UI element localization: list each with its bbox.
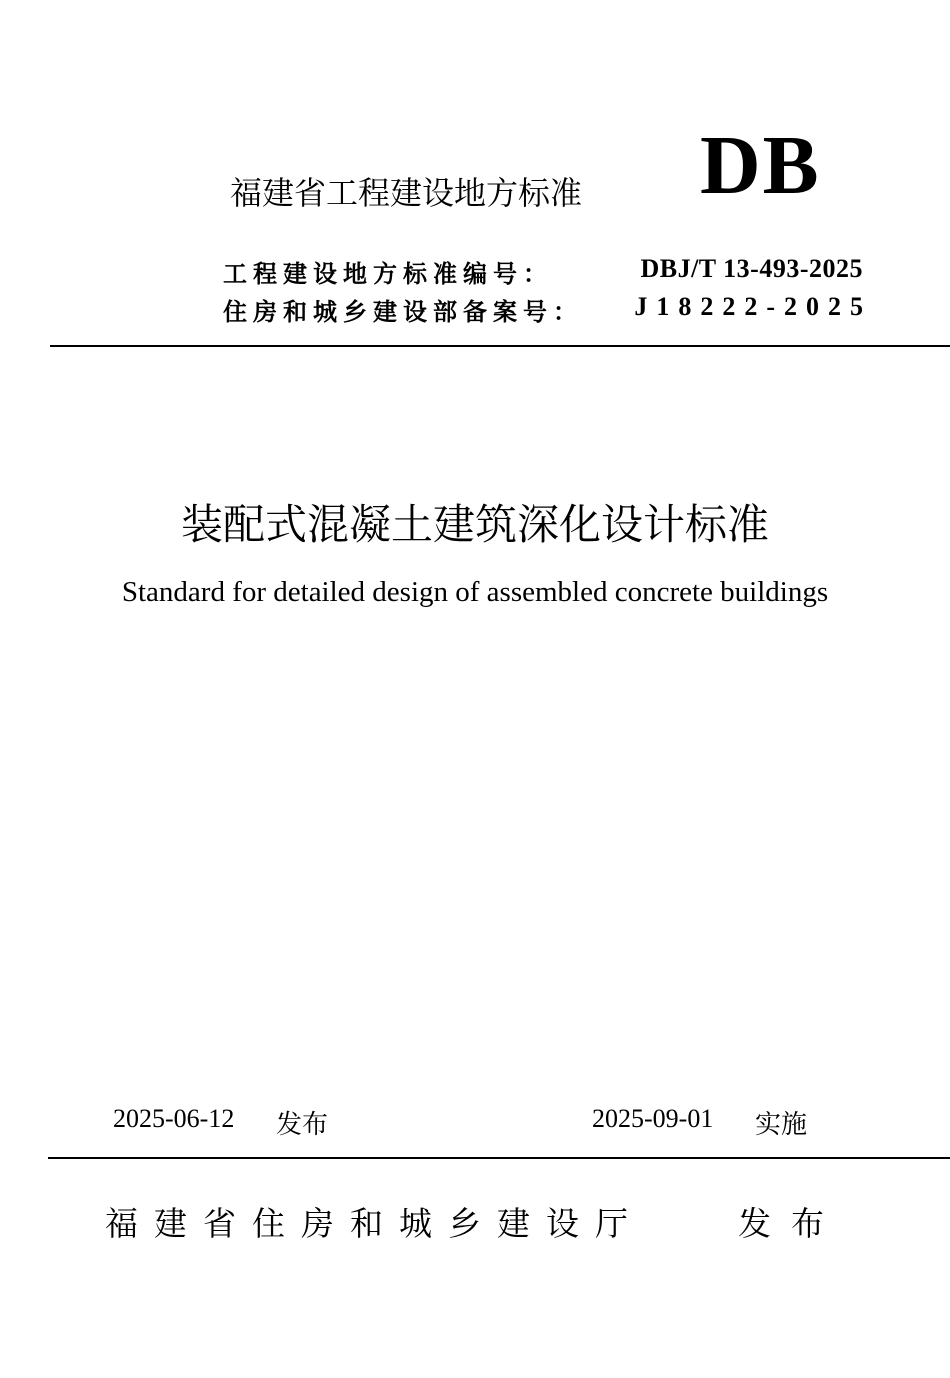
issue-label: 发布: [738, 1204, 844, 1243]
title-chinese: 装配式混凝土建筑深化设计标准: [180, 500, 769, 549]
publish-date: 2025-06-12: [113, 1104, 235, 1133]
standard-number-label: 工程建设地方标准编号：: [223, 259, 553, 288]
standard-number: DBJ/T 13-493-2025: [640, 254, 863, 283]
effective-label: 实施: [755, 1110, 808, 1140]
footer-divider: [48, 1157, 950, 1159]
issuer: 福建省住房和城乡建设厅: [105, 1204, 644, 1243]
title-english: Standard for detailed design of assembled concrete buildings: [121, 576, 829, 608]
header-divider: [50, 345, 950, 347]
standard-category: 福建省工程建设地方标准: [230, 174, 583, 212]
record-number: J18222-2025: [634, 292, 872, 321]
publish-label: 发布: [276, 1110, 329, 1140]
effective-date: 2025-09-01: [592, 1104, 714, 1133]
db-mark: DB: [700, 119, 821, 212]
record-number-label: 住房和城乡建设部备案号：: [223, 297, 583, 326]
